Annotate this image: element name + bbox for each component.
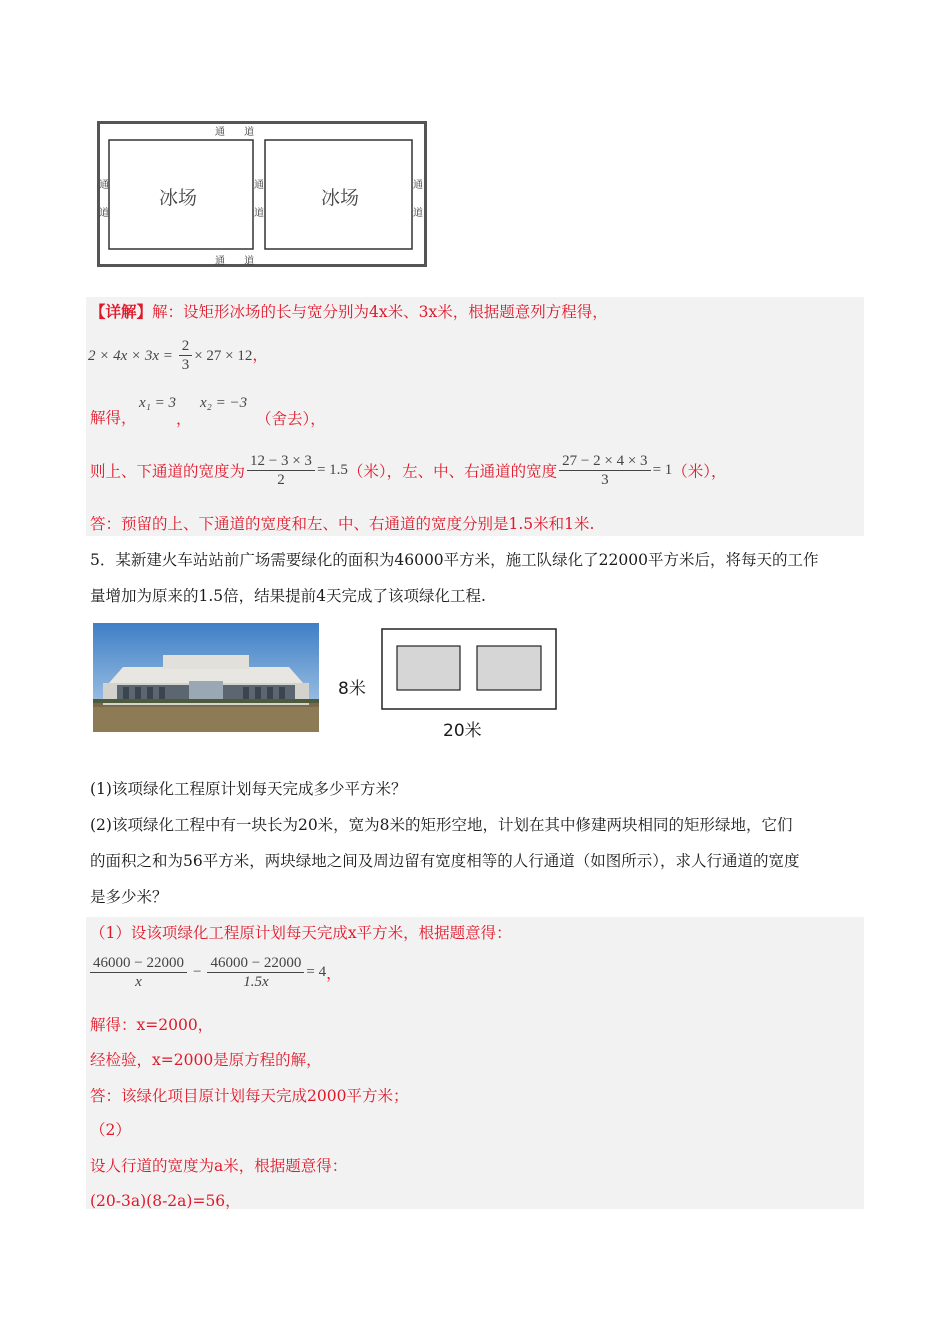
w2-den: 3 [601, 472, 609, 488]
root-discard: （舍去）， [256, 410, 326, 428]
w2-unit: （米）， [672, 462, 727, 481]
road-bottom-label: 通 道 [215, 256, 255, 267]
root-x1: x₁ = 3 [139, 395, 176, 411]
w1-den: 2 [277, 472, 285, 488]
width-line [90, 452, 727, 489]
question2-line2: 的面积之和为56平方米，两块绿地之间及周边留有宽度相等的人行通道（如图所示），求人行通道的宽度 [90, 852, 800, 870]
solution1-answer: 答：预留的上、下通道的宽度和左、中、右通道的宽度分别是1.5米和1米. [90, 515, 595, 533]
station-illustration [93, 623, 319, 732]
width-prefix: 则上、下通道的宽度为 [90, 462, 246, 481]
width-label: 20米 [443, 721, 482, 741]
eq2-frac1 [90, 954, 187, 991]
eq1-rhs: × 27 × 12 [194, 348, 253, 364]
w1-val: = 1.5 [316, 462, 348, 478]
solution2-step4: 答：该绿化项目原计划每天完成2000平方米； [90, 1087, 409, 1105]
eq2-f2-num: 46000 − 22000 [207, 954, 304, 973]
w1-unit: （米），左、中、右通道的宽度 [347, 462, 558, 481]
problem5-line2: 量增加为原来的1.5倍，结果提前4天完成了该项绿化工程. [90, 587, 486, 605]
problem5-line1: 5．某新建火车站站前广场需要绿化的面积为46000平方米，施工队绿化了22000平方米后，将每天的工作 [90, 551, 819, 569]
eq2-f1-den: x [135, 974, 142, 990]
rink-left-label: 冰场 [159, 187, 198, 209]
eq2-val: = 4 [306, 964, 327, 980]
eq1-frac-den: 3 [181, 357, 190, 373]
eq1-lhs: 2 × 4x × 3x = [88, 348, 177, 364]
solution2-step1: （1）设该项绿化工程原计划每天完成x平方米，根据题意得： [90, 924, 512, 942]
solution2-step5: （2） [90, 1121, 131, 1139]
question2-line1: (2)该项绿化工程中有一块长为20米，宽为8米的矩形空地，计划在其中修建两块相同的矩形绿地，它们 [90, 816, 793, 834]
station-photo [93, 623, 319, 732]
solution1-intro-text: 解：设矩形冰场的长与宽分别为4x米、3x米，根据题意列方程得， [152, 303, 608, 321]
eq2-tail: ， [326, 964, 342, 983]
road-right-char-1: 通 [413, 180, 423, 191]
rink-diagram [97, 121, 427, 267]
w2-fraction [559, 452, 650, 489]
green-plot-left [397, 646, 460, 690]
road-right-char-2: 道 [413, 208, 423, 219]
eq2-minus: − [192, 964, 202, 980]
solution2-step2: 解得：x=2000， [90, 1016, 214, 1034]
eq1-frac-num: 2 [179, 337, 193, 356]
question1: (1)该项绿化工程原计划每天完成多少平方米？ [90, 780, 407, 798]
eq2-frac2 [207, 954, 304, 991]
solution2-step7: (20-3a)(8-2a)=56， [90, 1192, 241, 1210]
eq2-f2-den: 1.5x [243, 974, 269, 990]
road-mid-char-2: 道 [254, 208, 264, 219]
eq2-f1-num: 46000 − 22000 [90, 954, 187, 973]
road-top-label: 通 道 [215, 127, 255, 138]
rink-figure [97, 121, 427, 267]
greenbelt-figure [336, 626, 560, 742]
eq1-tail: ， [252, 346, 268, 364]
road-mid-char-1: 通 [254, 180, 264, 191]
solved-prefix: 解得， [90, 409, 137, 427]
equation2 [88, 954, 342, 991]
root-x2: x₂ = −3 [200, 395, 248, 411]
w2-num: 27 − 2 × 4 × 3 [559, 452, 650, 471]
solution1-intro [90, 301, 608, 323]
solution2-step6: 设人行道的宽度为a米，根据题意得： [90, 1157, 348, 1175]
green-plot-right [477, 646, 541, 690]
w1-num: 12 − 3 × 3 [247, 452, 315, 471]
w1-fraction [247, 452, 315, 489]
road-left-char-2: 道 [99, 208, 109, 219]
solution1-box [86, 297, 864, 536]
eq1-fraction [179, 337, 193, 374]
road-left-char-1: 通 [99, 180, 109, 191]
question2-line3: 是多少米？ [90, 888, 168, 906]
w2-val: = 1 [652, 462, 673, 478]
height-label: 8米 [338, 679, 366, 699]
solution2-step3: 经检验，x=2000是原方程的解， [90, 1051, 322, 1069]
root-comma: ， [176, 410, 192, 428]
equation1 [88, 337, 268, 374]
solution-label: 【详解】 [90, 302, 153, 321]
rink-right-label: 冰场 [321, 187, 360, 209]
